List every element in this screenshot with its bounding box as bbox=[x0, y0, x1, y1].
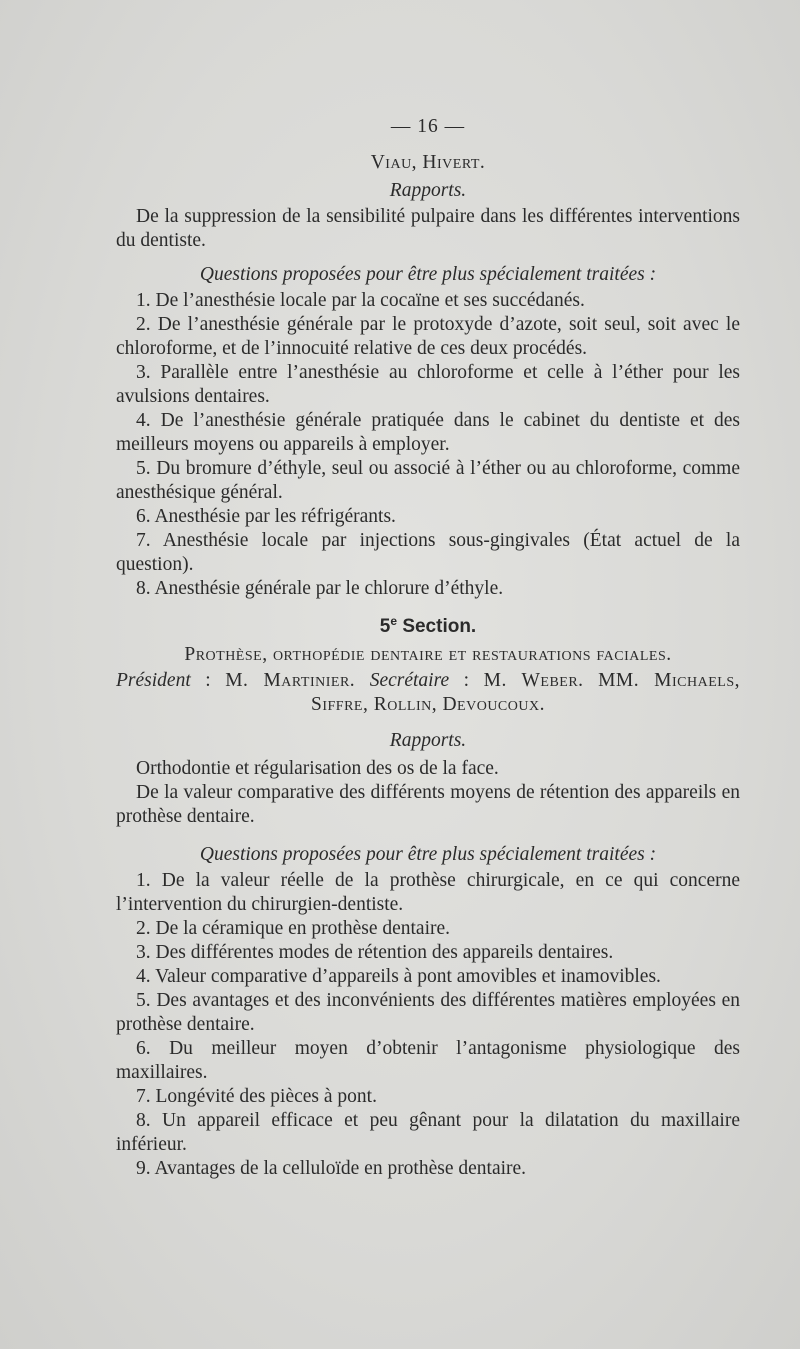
item-number: 1. bbox=[136, 290, 151, 311]
section5-rapport-1: Orthodontie et régularisation des os de la face. bbox=[136, 758, 499, 779]
section5-questions-heading: Questions proposées pour être plus spécialement traitées : bbox=[199, 844, 657, 865]
item-number: 4. bbox=[136, 966, 151, 987]
item-text: Longévité des pièces à pont. bbox=[155, 1086, 377, 1107]
section5-officers-line: Président : M. Martinier. Secrétaire : M. Weber. MM. Michaels, bbox=[116, 670, 740, 691]
page-number: — 16 — bbox=[390, 116, 466, 137]
item-text: De l’anesthésie générale pratiquée dans le cabinet du dentiste et des meilleurs moyens ou appareils à employer. bbox=[116, 410, 741, 455]
list-item bbox=[116, 313, 740, 361]
list-item bbox=[116, 965, 740, 989]
list-item bbox=[116, 457, 740, 505]
section4-authors: Viau, Hivert. bbox=[370, 152, 486, 173]
item-text: Des avantages et des inconvénients des différentes matières employées en prothèse dentaire. bbox=[116, 990, 741, 1035]
section5-heading bbox=[116, 609, 740, 639]
section-word: Section. bbox=[402, 616, 477, 637]
secretary-name: M. Weber. bbox=[483, 670, 584, 691]
item-number: 5. bbox=[136, 458, 151, 479]
item-text: Avantages de la celluloïde en prothèse dentaire. bbox=[154, 1158, 527, 1179]
list-item bbox=[116, 529, 740, 577]
item-number: 1. bbox=[136, 870, 151, 891]
section5-rapport-2: De la valeur comparative des différents moyens de rétention des appareils en prothèse dentaire. bbox=[116, 782, 740, 827]
item-number: 3. bbox=[136, 942, 151, 963]
item-text: De l’anesthésie locale par la cocaïne et ses succédanés. bbox=[155, 290, 585, 311]
section4-questions-heading: Questions proposées pour être plus spécialement traitées : bbox=[199, 264, 657, 285]
text-column bbox=[116, 115, 740, 1181]
list-item bbox=[116, 917, 740, 941]
item-text: Valeur comparative d’appareils à pont amovibles et inamovibles. bbox=[155, 966, 661, 987]
item-number: 6. bbox=[136, 506, 151, 527]
item-number: 6. bbox=[136, 1038, 151, 1059]
section5-question-list bbox=[116, 869, 740, 1181]
item-text: De la céramique en prothèse dentaire. bbox=[155, 918, 451, 939]
list-item bbox=[116, 1085, 740, 1109]
item-number: 8. bbox=[136, 1110, 151, 1131]
list-item bbox=[116, 505, 740, 529]
item-text: Des différentes modes de rétention des appareils dentaires. bbox=[155, 942, 614, 963]
item-text: Du bromure d’éthyle, seul ou associé à l’éther ou au chloroforme, comme anesthésique général. bbox=[116, 458, 741, 503]
section5-members-line: Siffre, Rollin, Devoucoux. bbox=[311, 694, 545, 715]
item-text: De l’anesthésie générale par le protoxyde d’azote, soit seul, soit avec le chloroforme, et de l’innocuité relative de ces deux procédés. bbox=[116, 314, 740, 359]
item-text: Un appareil efficace et peu gênant pour la dilatation du maxillaire inférieur. bbox=[116, 1110, 740, 1155]
section4-rapports-heading: Rapports. bbox=[389, 180, 467, 201]
list-item bbox=[116, 361, 740, 409]
list-item bbox=[116, 409, 740, 457]
section-number: 5 bbox=[379, 616, 391, 637]
item-number: 4. bbox=[136, 410, 151, 431]
item-text: Anesthésie par les réfrigérants. bbox=[154, 506, 396, 527]
list-item bbox=[116, 941, 740, 965]
item-number: 8. bbox=[136, 578, 151, 599]
item-text: Anesthésie générale par le chlorure d’éthyle. bbox=[154, 578, 504, 599]
item-number: 7. bbox=[136, 1086, 151, 1107]
list-item bbox=[116, 989, 740, 1037]
item-number: 5. bbox=[136, 990, 151, 1011]
list-item bbox=[116, 289, 740, 313]
section5-subtitle: Prothèse, orthopédie dentaire et restaurations faciales. bbox=[184, 644, 672, 665]
item-number: 2. bbox=[136, 314, 151, 335]
item-number: 7. bbox=[136, 530, 151, 551]
list-item bbox=[116, 1109, 740, 1157]
item-number: 9. bbox=[136, 1158, 151, 1179]
section4-rapport-text: De la suppression de la sensibilité pulpaire dans les différentes interventions du dentiste. bbox=[116, 206, 740, 251]
item-number: 3. bbox=[136, 362, 151, 383]
president-label: Président bbox=[116, 670, 191, 691]
list-item bbox=[116, 1157, 740, 1181]
item-text: Du meilleur moyen d’obtenir l’antagonisme physiologique des maxillaires. bbox=[116, 1038, 740, 1083]
item-text: De la valeur réelle de la prothèse chirurgicale, en ce qui concerne l’intervention du chirurgien-dentiste. bbox=[116, 870, 741, 915]
item-text: Parallèle entre l’anesthésie au chloroforme et celle à l’éther pour les avulsions dentaires. bbox=[116, 362, 741, 407]
members-first: MM. Michaels, bbox=[598, 670, 740, 691]
list-item bbox=[116, 1037, 740, 1085]
list-item bbox=[116, 577, 740, 601]
section-number-suffix: e bbox=[390, 614, 398, 628]
item-number: 2. bbox=[136, 918, 151, 939]
section5-rapports-heading: Rapports. bbox=[389, 730, 467, 751]
list-item bbox=[116, 869, 740, 917]
president-name: M. Martinier. bbox=[225, 670, 356, 691]
section4-question-list bbox=[116, 289, 740, 601]
item-text: Anesthésie locale par injections sous-gingivales (État actuel de la question). bbox=[116, 530, 740, 575]
secretary-label: Secrétaire bbox=[369, 670, 450, 691]
